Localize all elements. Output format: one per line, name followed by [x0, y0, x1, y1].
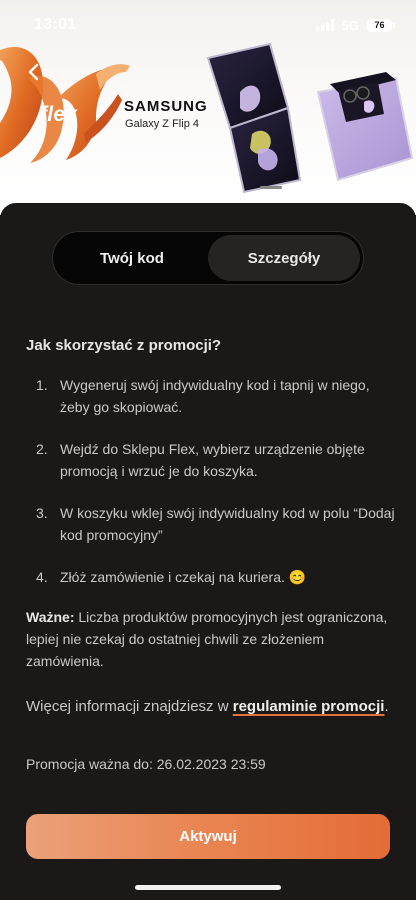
tab-details[interactable]: Szczegóły — [208, 235, 360, 281]
step-text: Wygeneruj swój indywidualny kod i tapnij w niego, żeby go skopiować. — [60, 377, 370, 415]
note-label: Ważne: — [26, 609, 75, 625]
promo-validity: Promocja ważna do: 26.02.2023 23:59 — [26, 756, 266, 772]
step-number: 1. — [36, 377, 48, 393]
step-text: W koszyku wklej swój indywidualny kod w polu “Dodaj kod promocyjny” — [60, 505, 395, 543]
promo-banner — [0, 0, 416, 215]
home-indicator — [135, 885, 281, 890]
details-sheet — [0, 203, 416, 900]
flex-logo-text: flex — [40, 103, 78, 126]
steps-list — [26, 374, 396, 588]
details-content — [26, 337, 396, 772]
tab-switcher — [52, 231, 364, 285]
network-type: 5G — [341, 17, 359, 33]
flex-logo-art — [0, 38, 135, 163]
step-text: Złóż zamówienie i czekaj na kuriera. 😊 — [60, 569, 307, 585]
list-item — [26, 438, 396, 482]
terms-link[interactable]: regulaminie promocji — [232, 698, 385, 715]
activate-button[interactable]: Aktywuj — [26, 814, 390, 859]
more-info-suffix: . — [384, 698, 389, 715]
brand-name: SAMSUNG — [124, 98, 208, 115]
step-text: Wejdź do Sklepu Flex, wybierz urządzenie objęte promocją i wrzuć je do koszyka. — [60, 441, 365, 479]
more-info — [26, 695, 396, 718]
list-item — [26, 374, 396, 418]
list-item — [26, 502, 396, 546]
important-note — [26, 606, 396, 672]
back-arrow-icon[interactable] — [22, 60, 46, 84]
step-number: 2. — [36, 441, 48, 457]
phones-image — [200, 30, 416, 200]
section-heading: Jak skorzystać z promocji? — [26, 337, 222, 354]
list-item — [26, 566, 396, 588]
status-indicators — [316, 18, 392, 33]
signal-icon — [316, 19, 334, 31]
note-text: Liczba produktów promocyjnych jest ograniczona, lepiej nie czekaj do ostatniej chwili ze złożeniem zamówienia. — [26, 609, 388, 669]
step-number: 4. — [36, 569, 48, 585]
model-name: Galaxy Z Flip 4 — [125, 118, 199, 130]
step-number: 3. — [36, 505, 48, 521]
battery-icon: 76 — [367, 19, 392, 32]
status-time: 13:01 — [34, 16, 77, 33]
more-info-prefix: Więcej informacji znajdziesz w — [26, 698, 233, 715]
tab-your-code[interactable]: Twój kod — [100, 249, 164, 267]
status-bar — [0, 0, 416, 50]
